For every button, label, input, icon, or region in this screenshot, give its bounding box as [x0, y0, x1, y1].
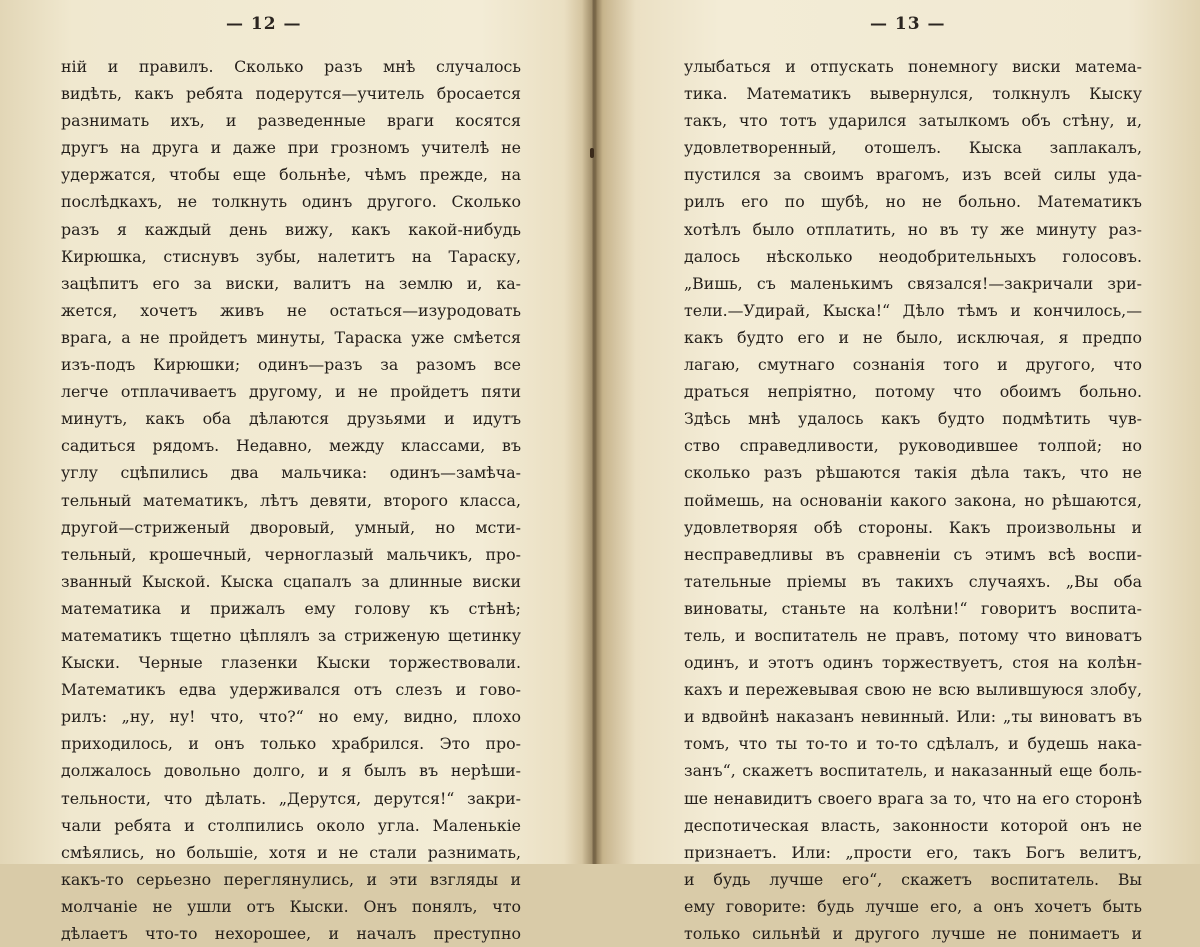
text-line: кахъ и пережевывая свою не всю вылившуюся злобу, — [684, 680, 1142, 700]
text-line: одинъ, и этотъ одинъ торжествуетъ, стоя на колѣн- — [684, 653, 1142, 673]
text-line: другой—стриженый дворовый, умный, но мсти- — [61, 517, 521, 537]
page-text — [684, 53, 1142, 947]
text-line: только сильнѣй и другого лучше не понимаетъ и — [684, 924, 1142, 943]
text-line: садиться рядомъ. Недавно, между классами, въ — [61, 436, 521, 456]
text-line: молчаніе не ушли отъ Кыски. Онъ понялъ, что — [61, 896, 521, 916]
text-line: математикъ тщетно цѣплялъ за стриженую щетинку — [61, 625, 521, 645]
text-line: тика. Математикъ вывернулся, толкнулъ Кыску — [684, 84, 1142, 104]
text-line: минутъ, какъ оба дѣлаются друзьями и идутъ — [61, 409, 521, 429]
text-line: Кыски. Черные глазенки Кыски торжествовали. — [61, 653, 521, 673]
text-line: драться непріятно, потому что обоимъ больно. — [684, 382, 1142, 402]
text-line: ему говорите: будь лучше его, а онъ хочетъ быть — [684, 896, 1142, 916]
text-line: „Вишь, съ маленькимъ связался!—закричали зри- — [684, 273, 1142, 293]
text-line: тельный математикъ, лѣтъ девяти, второго класса, — [61, 490, 521, 510]
text-line: зацѣпитъ его за виски, валитъ на землю и, ка- — [61, 273, 521, 293]
text-line: Здѣсь мнѣ удалось какъ будто подмѣтить чув- — [684, 409, 1142, 429]
text-line: углу сцѣпились два мальчика: одинъ—замѣча- — [61, 463, 521, 483]
text-line: ній и правилъ. Сколько разъ мнѣ случалось — [61, 57, 521, 76]
text-line: удовлетворяя обѣ стороны. Какъ произвольны и — [684, 517, 1142, 537]
text-line: сколько разъ рѣшаются такія дѣла такъ, что не — [684, 463, 1142, 483]
text-line: разъ я каждый день вижу, какъ какой-нибудь — [61, 219, 521, 239]
text-line: смѣялись, но большіе, хотя и не стали разнимать, — [61, 842, 521, 862]
text-line: рилъ его по шубѣ, но не больно. Математикъ — [684, 192, 1142, 212]
text-line: такъ, что тотъ ударился затылкомъ объ стѣну, и, — [684, 111, 1142, 131]
page-text — [61, 53, 521, 947]
text-line: какъ-то серьезно переглянулись, и эти взгляды и — [61, 869, 521, 889]
text-line: врага, а не пройдетъ минуты, Тараска уже смѣется — [61, 327, 521, 347]
text-line: разнимать ихъ, и разведенные враги косятся — [61, 111, 521, 131]
text-line: поймешь, на основаніи какого закона, но рѣшаются, — [684, 490, 1142, 510]
text-line: какъ будто его и не было, исключая, я предпо — [684, 327, 1142, 347]
text-line: удовлетворенный, отошелъ. Кыска заплакалъ, — [684, 138, 1142, 158]
text-line: жется, хочетъ живъ не остаться—изуродовать — [61, 300, 521, 320]
page-number: — 13 — — [870, 14, 946, 34]
text-line: Математикъ едва удерживался отъ слезъ и гово- — [61, 680, 521, 700]
page-number: — 12 — — [226, 14, 302, 34]
text-line: далось нѣсколько неодобрительныхъ голосовъ. — [684, 246, 1142, 266]
text-line: томъ, что ты то-то и то-то сдѣлалъ, и будешь нака- — [684, 734, 1142, 754]
text-line: математика и прижалъ ему голову къ стѣнѣ; — [61, 598, 521, 618]
text-line: изъ-подъ Кирюшки; одинъ—разъ за разомъ все — [61, 355, 521, 375]
text-line: признаетъ. Или: „прости его, такъ Богъ велитъ, — [684, 842, 1142, 862]
text-line: несправедливы въ сравненіи съ этимъ всѣ воспи- — [684, 544, 1142, 564]
text-line: тательные пріемы въ такихъ случаяхъ. „Вы оба — [684, 571, 1142, 591]
text-line: другъ на друга и даже при грозномъ учителѣ не — [61, 138, 521, 158]
text-line: тель, и воспитатель не правъ, потому что виноватъ — [684, 625, 1142, 645]
text-line: должалось довольно долго, и я былъ въ нерѣши- — [61, 761, 521, 781]
text-line: ше ненавидитъ своего врага за то, что на его сторонѣ — [684, 788, 1142, 808]
text-line: Кирюшка, стиснувъ зубы, налетитъ на Тараску, — [61, 246, 521, 266]
text-line: тельности, что дѣлать. „Дерутся, дерутся!“ закри- — [61, 788, 521, 808]
text-line: улыбаться и отпускать понемногу виски матема- — [684, 57, 1142, 76]
right-page — [602, 0, 1200, 943]
text-line: удержатся, чтобы еще больнѣе, чѣмъ прежде, на — [61, 165, 521, 185]
text-line: приходилось, и онъ только храбрился. Это про- — [61, 734, 521, 754]
left-page — [0, 0, 594, 943]
text-line: виноваты, станьте на колѣни!“ говоритъ воспита- — [684, 598, 1142, 618]
text-line: ство справедливости, руководившее толпой; но — [684, 436, 1142, 456]
text-line: послѣдкахъ, не толкнуть одинъ другого. Сколько — [61, 192, 521, 212]
text-line: рилъ: „ну, ну! что, что?“ но ему, видно, плохо — [61, 707, 521, 727]
text-line: званный Кыской. Кыска сцапалъ за длинные виски — [61, 571, 521, 591]
text-line: деспотическая власть, законности которой онъ не — [684, 815, 1142, 835]
text-line: и вдвойнѣ наказанъ невинный. Или: „ты виноватъ въ — [684, 707, 1142, 727]
text-line: пустился за своимъ врагомъ, изъ всей силы уда- — [684, 165, 1142, 185]
text-line: видѣть, какъ ребята подерутся—учитель бросается — [61, 84, 521, 104]
text-line: занъ“, скажетъ воспитатель, и наказанный еще боль- — [684, 761, 1142, 781]
text-line: и будь лучше его“, скажетъ воспитатель. Вы — [684, 869, 1142, 889]
text-line: легче отплачиваетъ другому, и не пройдетъ пяти — [61, 382, 521, 402]
text-line: чали ребята и столпились около угла. Маленькіе — [61, 815, 521, 835]
text-line: тели.—Удирай, Кыска!“ Дѣло тѣмъ и кончилось,— — [684, 300, 1142, 320]
text-line: тельный, крошечный, черноглазый мальчикъ, про- — [61, 544, 521, 564]
text-line: дѣлаетъ что-то нехорошее, и началъ преступно — [61, 924, 521, 943]
text-line: хотѣлъ было отплатить, но въ ту же минуту раз- — [684, 219, 1142, 239]
text-line: лагаю, смутнаго сознанія того и другого, что — [684, 355, 1142, 375]
